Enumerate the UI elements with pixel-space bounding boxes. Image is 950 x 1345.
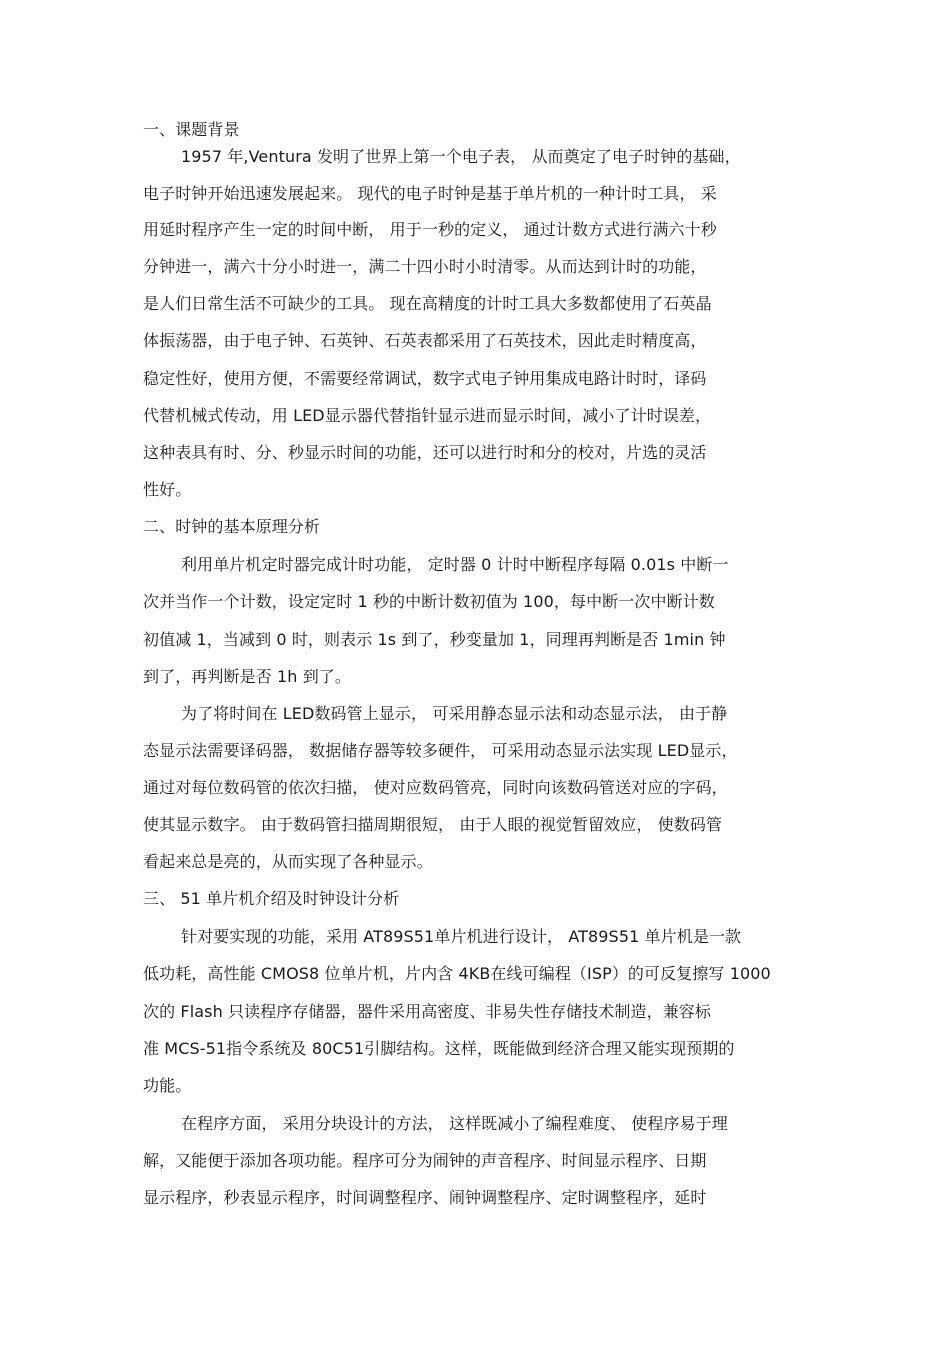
paragraph-line: 1957 年,Ventura 发明了世界上第一个电子表， 从而奠定了电子时钟的基础， (181, 147, 741, 166)
paragraph-line: 在程序方面， 采用分块设计的方法， 这样既减小了编程难度、 使程序易于理 (181, 1114, 728, 1133)
paragraph-line: 利用单片机定时器完成计时功能， 定时器 0 计时中断程序每隔 0.01s 中断一 (181, 555, 729, 574)
paragraph-line: 次的 Flash 只读程序存储器，器件采用高密度、非易失性存储技术制造，兼容标 (143, 1002, 712, 1021)
paragraph-line: 解，又能便于添加各项功能。程序可分为闹钟的声音程序、时间显示程序、日期 (143, 1151, 707, 1170)
paragraph-line: 代替机械式传动，用 LED显示器代替指针显示进而显示时间，减小了计时误差， (143, 406, 712, 425)
paragraph-line: 稳定性好，使用方便，不需要经常调试，数字式电子钟用集成电路计时时，译码 (143, 369, 707, 388)
paragraph-line: 用延时程序产生一定的时间中断， 用于一秒的定义， 通过计数方式进行满六十秒 (143, 220, 717, 239)
paragraph-line: 功能。 (143, 1076, 192, 1095)
section-heading-background: 一、课题背景 (143, 120, 240, 139)
paragraph-line: 针对要实现的功能，采用 AT89S51单片机进行设计， AT89S51 单片机是一款 (181, 927, 742, 946)
paragraph-line: 是人们日常生活不可缺少的工具。 现在高精度的计时工具大多数都使用了石英晶 (143, 294, 712, 313)
paragraph-line: 初值减 1，当减到 0 时，则表示 1s 到了，秒变量加 1，同理再判断是否 1min 钟 (143, 630, 726, 649)
paragraph-line: 态显示法需要译码器， 数据储存器等较多硬件， 可采用动态显示法实现 LED显示， (143, 741, 738, 760)
paragraph-line: 低功耗，高性能 CMOS8 位单片机，片内含 4KB在线可编程（ISP）的可反复擦写 1000 (143, 964, 771, 983)
paragraph-line: 准 MCS-51指令系统及 80C51引脚结构。这样，既能做到经济合理又能实现预期的 (143, 1039, 735, 1058)
section-heading-principle: 二、时钟的基本原理分析 (143, 517, 321, 536)
paragraph-line: 看起来总是亮的，从而实现了各种显示。 (143, 852, 433, 871)
paragraph-line: 分钟进一，满六十分小时进一，满二十四小时小时清零。从而达到计时的功能， (143, 257, 707, 276)
paragraph-line: 次并当作一个计数，设定定时 1 秒的中断计数初值为 100，每中断一次中断计数 (143, 592, 715, 611)
paragraph-line: 到了，再判断是否 1h 到了。 (143, 667, 351, 686)
paragraph-line: 通过对每位数码管的依次扫描， 使对应数码管亮，同时向该数码管送对应的字码， (143, 778, 728, 797)
paragraph-line: 这种表具有时、分、秒显示时间的功能，还可以进行时和分的校对，片选的灵活 (143, 443, 707, 462)
paragraph-line: 电子时钟开始迅速发展起来。 现代的电子时钟是基于单片机的一种计时工具， 采 (143, 184, 717, 203)
paragraph-line: 为了将时间在 LED数码管上显示， 可采用静态显示法和动态显示法， 由于静 (181, 704, 728, 723)
section-heading-mcu: 三、 51 单片机介绍及时钟设计分析 (143, 889, 400, 908)
paragraph-line: 使其显示数字。 由于数码管扫描周期很短， 由于人眼的视觉暂留效应， 使数码管 (143, 815, 723, 834)
paragraph-line: 显示程序，秒表显示程序，时间调整程序、闹钟调整程序、定时调整程序，延时 (143, 1188, 707, 1207)
paragraph-line: 体振荡器，由于电子钟、石英钟、石英表都采用了石英技术，因此走时精度高， (143, 331, 707, 350)
paragraph-line: 性好。 (143, 480, 192, 499)
